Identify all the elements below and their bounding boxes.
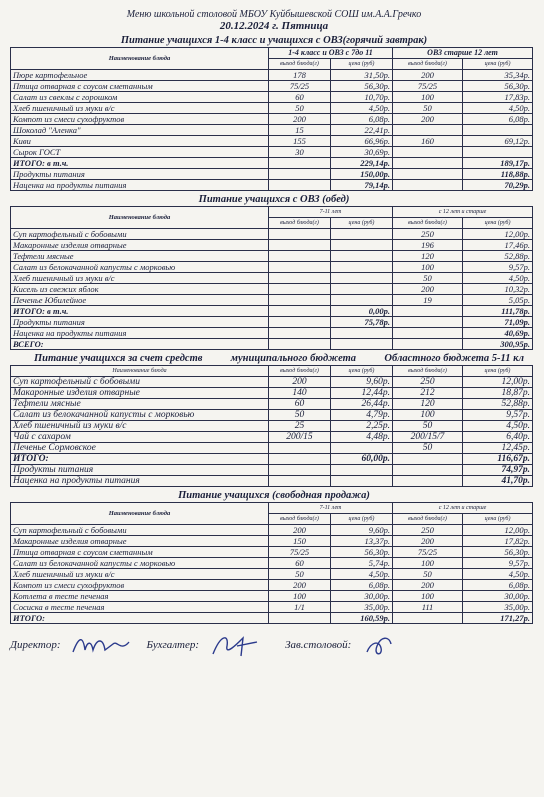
yield-b: 200 [393, 114, 463, 125]
price-b: 6,08р. [463, 114, 533, 125]
budget-title-left: Питание учащихся за счет средств [34, 353, 203, 365]
yield-a: 30 [269, 147, 331, 158]
yield-a [269, 443, 331, 454]
total-b: 171,27р. [463, 613, 533, 624]
price-a: 4,79р. [331, 410, 393, 421]
dish-name: Макаронные изделия отварные [11, 240, 269, 251]
markup-b: 41,70р. [463, 476, 533, 487]
dish-name: Суп картофельный с бобовыми [11, 377, 269, 388]
dish-name: Хлеб пшеничный из муки в/с [11, 103, 269, 114]
price-b: 9,57р. [463, 410, 533, 421]
yield-a: 75/25 [269, 547, 331, 558]
dish-name: Птица отварная с соусом сметанным [11, 547, 269, 558]
school-name: Меню школьной столовой МБОУ Куйбышевской СОШ им.А.А.Гречко [126, 9, 422, 20]
price-b: 9,57р. [463, 262, 533, 273]
price-b: 4,50р. [463, 569, 533, 580]
yield-b: 196 [393, 240, 463, 251]
yield-a: 200 [269, 525, 331, 536]
group-b-header: с 12 лет и старше [393, 207, 533, 218]
dish-name: Сырок ГОСТ [11, 147, 269, 158]
price-a: 30,00р. [331, 591, 393, 602]
dish-name: Птица отварная с соусом сметанным [11, 81, 269, 92]
yield-a: 178 [269, 70, 331, 81]
price-a: 56,30р. [331, 547, 393, 558]
price-a: 30,69р. [331, 147, 393, 158]
price-b: 17,46р. [463, 240, 533, 251]
section-free-sale-title: Питание учащихся (свободная продажа) [178, 490, 370, 502]
dish-name: Компот из смеси сухофруктов [11, 580, 269, 591]
yield-b [393, 147, 463, 158]
price-b: 5,05р. [463, 295, 533, 306]
markup-label: Наценка на продукты питания [11, 328, 269, 339]
yield-b: 120 [393, 251, 463, 262]
yield-a: 60 [269, 558, 331, 569]
markup-b: 70,29р. [463, 180, 533, 191]
dish-name: Чай с сахаром [11, 432, 269, 443]
price-a [331, 229, 393, 240]
yield-b: 200 [393, 70, 463, 81]
yield-b: 100 [393, 410, 463, 421]
markup-b: 40,69р. [463, 328, 533, 339]
canteen-signature [359, 632, 429, 658]
yield-b: 100 [393, 92, 463, 103]
dish-name: Кисель из свежих яблок [11, 284, 269, 295]
yield-b: 212 [393, 388, 463, 399]
dish-name: Печенье Юбилейное [11, 295, 269, 306]
breakfast-table [10, 47, 533, 191]
menu-date: 20.12.2024 г. Пятница [219, 19, 329, 32]
dish-name: Хлеб пшеничный из муки в/с [11, 569, 269, 580]
table-row [11, 525, 533, 536]
table-row [11, 125, 533, 136]
yield-b: 50 [393, 421, 463, 432]
col-price-a: цена (руб) [331, 514, 393, 525]
table-row [11, 136, 533, 147]
table-row [11, 580, 533, 591]
yield-a: 50 [269, 410, 331, 421]
dish-name: Салат из белокачанной капусты с морковью [11, 262, 269, 273]
free-sale-table [10, 502, 533, 624]
price-a [331, 273, 393, 284]
price-a: 22,41р. [331, 125, 393, 136]
products-label: Продукты питания [11, 169, 269, 180]
dish-name: Хлеб пшеничный из муки в/с [11, 421, 269, 432]
director-label: Директор: [10, 639, 61, 652]
price-a: 31,50р. [331, 70, 393, 81]
total-b: 189,17р. [463, 158, 533, 169]
yield-a: 1/1 [269, 602, 331, 613]
yield-b: 75/25 [393, 547, 463, 558]
table-row [11, 388, 533, 399]
col-yield-a: выход блюда(г) [269, 59, 331, 70]
dish-name: Суп картофельный с бобовыми [11, 525, 269, 536]
yield-b [393, 125, 463, 136]
dish-name: Тефтели мясные [11, 399, 269, 410]
price-b: 17,83р. [463, 92, 533, 103]
yield-a [269, 240, 331, 251]
col-dish-name: Наименование блюда [11, 207, 269, 229]
table-row [11, 240, 533, 251]
table-row [11, 273, 533, 284]
col-price-a: цена (руб) [331, 59, 393, 70]
price-a: 4,48р. [331, 432, 393, 443]
price-a [331, 262, 393, 273]
price-a: 9,60р. [331, 377, 393, 388]
price-a [331, 443, 393, 454]
price-b: 56,30р. [463, 81, 533, 92]
table-row [11, 443, 533, 454]
yield-a: 60 [269, 399, 331, 410]
col-dish-name: Наименование блюда [11, 366, 269, 377]
dish-name: Салат из белокачанной капусты с морковью [11, 558, 269, 569]
products-a: 75,78р. [331, 317, 393, 328]
total-a: 160,59р. [331, 613, 393, 624]
yield-b: 100 [393, 591, 463, 602]
price-a [331, 251, 393, 262]
table-row [11, 569, 533, 580]
yield-b: 250 [393, 377, 463, 388]
group-b-header: ОВЗ старше 12 лет [393, 48, 533, 59]
dish-name: Суп картофельный с бобовыми [11, 229, 269, 240]
price-b: 12,00р. [463, 377, 533, 388]
price-a: 4,50р. [331, 103, 393, 114]
col-yield-b: выход блюда(г) [393, 514, 463, 525]
table-row [11, 295, 533, 306]
price-a: 9,60р. [331, 525, 393, 536]
col-yield-b: выход блюда(г) [393, 366, 463, 377]
price-a: 6,08р. [331, 114, 393, 125]
yield-a [269, 295, 331, 306]
yield-b: 50 [393, 103, 463, 114]
dish-name: Печенье Сормовское [11, 443, 269, 454]
yield-a: 75/25 [269, 81, 331, 92]
col-yield-a: выход блюда(г) [269, 218, 331, 229]
yield-b: 100 [393, 262, 463, 273]
price-a: 2,25р. [331, 421, 393, 432]
budget-table [10, 365, 533, 487]
section-breakfast-title: Питание учащихся 1-4 класс и учащихся с ОВЗ(горячий завтрак) [120, 35, 428, 47]
dish-name: Хлеб пшеничный из муки в/с [11, 273, 269, 284]
group-a-header: 7-11 лет [269, 503, 393, 514]
table-row [11, 536, 533, 547]
table-row [11, 547, 533, 558]
table-row [11, 432, 533, 443]
yield-b: 100 [393, 558, 463, 569]
col-yield-a: выход блюда(г) [269, 366, 331, 377]
table-row [11, 114, 533, 125]
dish-name: Сосиска в тесте печеная [11, 602, 269, 613]
price-a [331, 284, 393, 295]
col-price-b: цена (руб) [463, 218, 533, 229]
yield-a [269, 251, 331, 262]
table-row [11, 410, 533, 421]
yield-b: 75/25 [393, 81, 463, 92]
total-b: 111,78р. [463, 306, 533, 317]
table-row [11, 377, 533, 388]
products-label: Продукты питания [11, 465, 269, 476]
col-yield-b: выход блюда(г) [393, 218, 463, 229]
yield-b: 111 [393, 602, 463, 613]
price-b: 56,30р. [463, 547, 533, 558]
dish-name: Салат из белокачанной капусты с морковью [11, 410, 269, 421]
price-b: 12,00р. [463, 229, 533, 240]
price-b: 4,50р. [463, 103, 533, 114]
lunch-table [10, 206, 533, 350]
total-label: ИТОГО: [11, 613, 269, 624]
yield-b: 160 [393, 136, 463, 147]
dish-name: Пюре картофельное [11, 70, 269, 81]
dish-name: Компот из смеси сухофруктов [11, 114, 269, 125]
price-b: 4,50р. [463, 273, 533, 284]
yield-a: 15 [269, 125, 331, 136]
dish-name: Макаронные изделия отварные [11, 536, 269, 547]
products-b: 71,09р. [463, 317, 533, 328]
section-lunch-title: Питание учащихся с ОВЗ (обед) [198, 194, 350, 206]
table-row [11, 147, 533, 158]
price-a: 4,50р. [331, 569, 393, 580]
budget-title-right: Областного бюджета 5-11 кл [384, 353, 524, 365]
yield-a: 155 [269, 136, 331, 147]
col-price-a: цена (руб) [331, 366, 393, 377]
col-price-b: цена (руб) [463, 366, 533, 377]
yield-a [269, 273, 331, 284]
price-b: 35,00р. [463, 602, 533, 613]
canteen-label: Зав.столовой: [285, 639, 352, 652]
yield-a: 100 [269, 591, 331, 602]
dish-name: Шоколад "Аленка" [11, 125, 269, 136]
dish-name: Тефтели мясные [11, 251, 269, 262]
price-b: 17,82р. [463, 536, 533, 547]
all-label: ВСЕГО: [11, 339, 269, 350]
section-budget-title [10, 353, 538, 365]
table-row [11, 92, 533, 103]
yield-a: 200/15 [269, 432, 331, 443]
price-b [463, 147, 533, 158]
price-b: 35,34р. [463, 70, 533, 81]
price-a: 35,00р. [331, 602, 393, 613]
price-a [331, 295, 393, 306]
director-signature [69, 632, 139, 658]
markup-label: Наценка на продукты питания [11, 476, 269, 487]
table-row [11, 421, 533, 432]
markup-a: 79,14р. [331, 180, 393, 191]
yield-b: 200 [393, 536, 463, 547]
products-b: 74,97р. [463, 465, 533, 476]
yield-b: 50 [393, 273, 463, 284]
price-a: 26,44р. [331, 399, 393, 410]
products-b: 118,88р. [463, 169, 533, 180]
price-a: 6,08р. [331, 580, 393, 591]
menu-header [10, 0, 538, 32]
price-a: 10,70р. [331, 92, 393, 103]
price-b: 6,40р. [463, 432, 533, 443]
total-a: 229,14р. [331, 158, 393, 169]
price-b: 6,08р. [463, 580, 533, 591]
total-label: ИТОГО: в т.ч. [11, 158, 269, 169]
yield-a: 140 [269, 388, 331, 399]
price-b [463, 125, 533, 136]
yield-a: 200 [269, 114, 331, 125]
yield-b: 200/15/7 [393, 432, 463, 443]
yield-a: 200 [269, 580, 331, 591]
total-label: ИТОГО: [11, 454, 269, 465]
price-b: 30,00р. [463, 591, 533, 602]
yield-a [269, 229, 331, 240]
price-b: 9,57р. [463, 558, 533, 569]
accountant-label: Бухгалтер: [146, 639, 200, 652]
price-a: 56,30р. [331, 81, 393, 92]
price-a: 5,74р. [331, 558, 393, 569]
yield-b: 250 [393, 229, 463, 240]
yield-a: 200 [269, 377, 331, 388]
col-dish-name: Наименование блюда [11, 48, 269, 70]
col-dish-name: Наименование блюда [11, 503, 269, 525]
dish-name: Макаронные изделия отварные [11, 388, 269, 399]
accountant-signature [207, 632, 277, 658]
yield-a: 50 [269, 103, 331, 114]
price-b: 18,87р. [463, 388, 533, 399]
price-b: 10,32р. [463, 284, 533, 295]
price-b: 4,50р. [463, 421, 533, 432]
price-a: 13,37р. [331, 536, 393, 547]
yield-b: 200 [393, 580, 463, 591]
signature-row [10, 632, 538, 658]
table-row [11, 591, 533, 602]
yield-a: 25 [269, 421, 331, 432]
table-row [11, 103, 533, 114]
price-a: 66,96р. [331, 136, 393, 147]
price-b: 52,88р. [463, 251, 533, 262]
table-row [11, 558, 533, 569]
yield-b: 19 [393, 295, 463, 306]
price-b: 12,00р. [463, 525, 533, 536]
yield-b: 50 [393, 569, 463, 580]
yield-b: 200 [393, 284, 463, 295]
products-a: 150,00р. [331, 169, 393, 180]
group-b-header: с 12 лет и старше [393, 503, 533, 514]
table-row [11, 251, 533, 262]
table-row [11, 602, 533, 613]
dish-name: Котлета в тесте печеная [11, 591, 269, 602]
price-b: 52,88р. [463, 399, 533, 410]
budget-title-mid: муниципального бюджета [230, 353, 357, 365]
price-b: 69,12р. [463, 136, 533, 147]
price-a [331, 240, 393, 251]
group-a-header: 1-4 класс и ОВЗ с 7до 11 [269, 48, 393, 59]
yield-b: 120 [393, 399, 463, 410]
table-row [11, 262, 533, 273]
total-a: 60,00р. [331, 454, 393, 465]
dish-name: Киви [11, 136, 269, 147]
col-price-b: цена (руб) [463, 514, 533, 525]
table-row [11, 81, 533, 92]
yield-a: 150 [269, 536, 331, 547]
col-price-a: цена (руб) [331, 218, 393, 229]
dish-name: Салат из свеклы с горошком [11, 92, 269, 103]
col-yield-a: выход блюда(г) [269, 514, 331, 525]
table-row [11, 229, 533, 240]
col-yield-b: выход блюда(г) [393, 59, 463, 70]
table-row [11, 70, 533, 81]
yield-a [269, 284, 331, 295]
yield-b: 50 [393, 443, 463, 454]
col-price-b: цена (руб) [463, 59, 533, 70]
yield-a: 60 [269, 92, 331, 103]
yield-a: 50 [269, 569, 331, 580]
all-b: 300,95р. [463, 339, 533, 350]
table-row [11, 399, 533, 410]
total-label: ИТОГО: в т.ч. [11, 306, 269, 317]
price-b: 12,45р. [463, 443, 533, 454]
total-a: 0,00р. [331, 306, 393, 317]
markup-label: Наценка на продукты питания [11, 180, 269, 191]
yield-a [269, 262, 331, 273]
yield-b: 250 [393, 525, 463, 536]
group-a-header: 7-11 лет [269, 207, 393, 218]
products-label: Продукты питания [11, 317, 269, 328]
price-a: 12,44р. [331, 388, 393, 399]
total-b: 116,67р. [463, 454, 533, 465]
table-row [11, 284, 533, 295]
